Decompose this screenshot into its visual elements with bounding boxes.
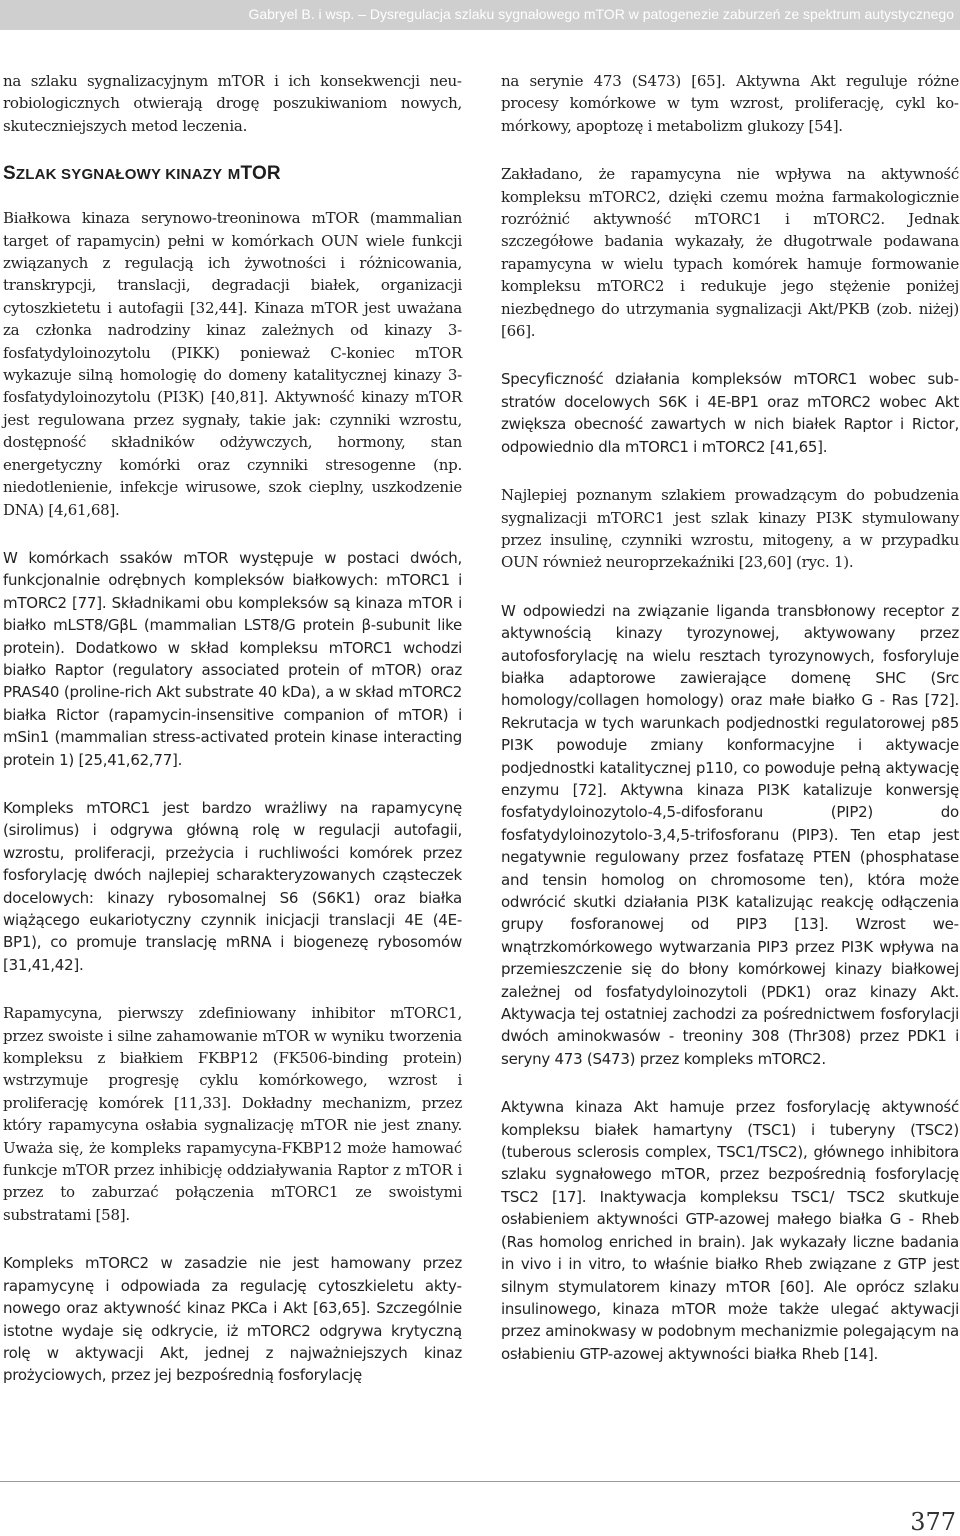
footer-rule — [0, 1481, 960, 1482]
paragraph-mtor-kinase: Białkowa kinaza serynowo-treoninowa mTOR (mammalian target of rapamycin) pełni w komórkach OUN wiele funkcji związanych z regulacją ich żywotności i różnicowania, transkrypcji, translacji, degradacji białek, organizacji cytoszkietetu i autofagii [32,44]. Kinaza mTOR jest uważana za członka nadrodziny kinaz zależnych od kinazy 3-fosfatydyloinozytolu (PIKK) ponieważ C-koniec mTOR wykazuje silną homologię do domeny katalitycznej kinazy 3-fosfatydyloinozytolu (PI3K) [40,81]. Aktywność kinazy mTOR jest regulowana przez sygnały, takie jak: czynniki wzrostu, dostępność składników odżywczych, hormony, stan energetyczny komórki oraz czynniki stresogenne (np. niedotlenienie, infekcje wirusowe, szok cieplny, uszkodzenie DNA) [4,61,68]. — [3, 209, 462, 519]
running-header — [0, 0, 960, 36]
left-column — [3, 70, 462, 1413]
paragraph-akt: na serynie 473 (S473) [65]. Aktywna Akt reguluje różne procesy komórkowe w tym wzrost, proliferację, cykl komórkowy, apoptozę i metabolizm glukozy [54]. — [501, 72, 959, 135]
paragraph-rapamycin-mtorc2: Zakładano, że rapamycyna nie wpływa na aktywność kompleksu mTORC2, dzięki czemu można farmakologicznie rozróżnić aktywność mTORC1 i mTORC2. Jednak szczegółowe badania wykazały, że długotrwale podawana rapamycyna w wielu typach komórek hamuje formowanie kompleksu mTORC2 i redukuje jego stężenie poniżej niezbędnego do utrzymania sygnalizacji Akt/PKB (zob. niżej) [66]. — [501, 165, 959, 341]
right-column — [501, 70, 959, 1391]
paragraph-mtor-complexes: W komórkach ssaków mTOR występuje w postaci dwóch, funkcjonalnie odrębnych kompleksów białkowych: mTORC1 i mTORC2 [77]. Składnikami obu kompleksów są kinaza mTOR i białko mLST8/GβL (mammalian LST8/G protein β-subunit like protein). Dodatkowo w skład kompleksu mTORC1 wchodzi białko Raptor (regulatory associated protein of mTOR) oraz PRAS40 (proline-rich Akt substrate 40 kDa), a w skład mTORC2 białka Rictor (rapamycin-insensitive companion of mTOR) i mSin1 (mammalian stress-activated protein kinase interacting protein 1) [25,41,62,77]. — [3, 548, 462, 769]
header-rule — [0, 30, 960, 31]
section-title-lak: ZLAK SYGNAŁOWY KINAZY — [15, 166, 223, 184]
section-title-tor: TOR — [240, 163, 281, 185]
running-title: Gabryel B. i wsp. – Dysregulacja szlaku sygnałowego mTOR w patogenezie zaburzeń ze spektrum autystycznego — [248, 6, 954, 22]
paragraph-mtorc1: Kompleks mTORC1 jest bardzo wrażliwy na rapamycynę (sirolimus) i odgrywa główną rolę w regulacji autofagii, wzrostu, proliferacji, przeżycia i ruchliwości komórek przez fosforylację dwóch najlepiej scharakteryzowanych cząsteczek docelowych: kinazy rybosomalnej S6 (S6K1) oraz białka wiążącego eukariotyczny czynnik inicjacji translacji 4E (4E-BP1), co promuje translację mRNA i biogenezę rybosomów [31,41,42]. — [3, 798, 462, 974]
paragraph-mtorc2: Kompleks mTORC2 w zasadzie nie jest hamowany przez rapamycynę i odpowiada za regulację cytoszkieletu aktynowego oraz aktywność kinaz PKCa i Akt [63,65]. Szczególnie istotne wydaje się odkrycie, iż mTORC2 odgrywa krytyczną rolę w aktywacji Akt, jednej z najważniejszych kinaz prożyciowych, przez jej bezpośrednią fosforylację — [3, 1254, 462, 1385]
paragraph-pi3k-pathway: Najlepiej poznanym szlakiem prowadzącym do pobudzenia sygnalizacji mTORC1 jest szlak kinazy PI3K stymulowany przez insulinę, czynniki wzrostu, mitogeny, a w przypadku OUN również neuroprzekaźniki [23,60] (ryc. 1). — [501, 486, 959, 572]
section-title — [3, 163, 462, 185]
paragraph-specificity: Specyficzność działania kompleksów mTORC1 wobec substratów docelowych S6K i 4E-BP1 oraz mTORC2 wobec Akt zwiększa obecność zawartych w nich białek Raptor i Rictor, odpowiednio dla mTORC1 i mTORC2 [41,65]. — [501, 370, 959, 456]
paragraph-receptor-signaling: W odpowiedzi na związanie liganda transbłonowy receptor z aktywnością kinazy tyrozynowej, aktywowany przez autofosforylację na wielu resztach tyrozynowych, fosforyluje białka adaptorowe zawierające domenę SHC (Src homology/collagen homology) oraz małe białko G - Ras [72]. Rekrutacja w tych warunkach podjednostki regulatorowej p85 PI3K powoduje zmiany konformacyjne i aktywacje podjednostki katalitycznej p110, co powoduje pełną aktywację enzymu [72]. Aktywna kinaza PI3K katalizuje konwersję fosfatydyloinozytolo-4,5-difosforanu (PIP2) do fosfatydyloinozytolo-3,4,5-trifosforanu (PIP3). Ten etap jest negatywnie regulowany przez fosfatazę PTEN (phosphatase and tensin homolog on chromosome ten), która może odwrócić skutki działania PI3K katalizując reakcję odłączenia grupy fosforanowej od PIP3 [13]. Wzrost wewnątrzkomórkowego wytwarzania PIP3 przez PI3K wpływa na przemieszczenie się do błony komórkowej kinazy białkowej zależnej od fosfatydyloinozytoli (PDK1) oraz kinazy Akt. Aktywacja tej ostatniej zachodzi za pośrednictwem fosforylacji dwóch aminokwasów - treoniny 308 (Thr308) przez PDK1 i seryny 473 (S473) przez kompleks mTORC2. — [501, 601, 959, 1068]
paragraph-intro-continued: na szlaku sygnalizacyjnym mTOR i ich konsekwencji neurobiologicznych otwierają drogę poszukiwaniom nowych, skuteczniejszych metod leczenia. — [3, 72, 462, 135]
section-title-s: S — [3, 163, 16, 185]
paragraph-rapamycin: Rapamycyna, pierwszy zdefiniowany inhibitor mTORC1, przez swoiste i silne zahamowanie mTOR w wyniku tworzenia kompleksu z białkiem FKBP12 (FK506-binding protein) wstrzymuje progresję cyklu komórkowego, wzrost i proliferację komórek [11,33]. Dokładny mechanizm, przez który rapamycyna osłabia sygnalizację mTOR nie jest znany. Uważa się, że kompleks rapamycyna-FKBP12 może hamować funkcje mTOR przez inhibicję oddziaływania Raptor z mTOR i przez to zaburzać połączenia mTORC1 ze swoistymi substratami [58]. — [3, 1004, 462, 1224]
section-title-m: M — [227, 166, 241, 184]
page-number: 377 — [910, 1508, 956, 1536]
paragraph-tsc-rheb: Aktywna kinaza Akt hamuje przez fosforylację aktywność kompleksu białek hamartyny (TSC1) i tuberyny (TSC2) (tuberous sclerosis complex, TSC1/TSC2), głównego inhibitora szlaku sygnałowego mTOR, przez bezpośrednią fosforylację TSC2 [17]. Inaktywacja kompleksu TSC1/ TSC2 skutkuje osłabieniem aktywności GTP-azowej małego białka G - Rheb (Ras homolog enriched in brain). Jak wykazały liczne badania in vivo i in vitro, to właśnie białko Rheb związane z GTP jest silnym stymulatorem kinazy mTOR [60]. Ale oprócz szlaku insulinowego, kinaza mTOR może także ulegać aktywacji przez aminokwasy w podobnym mechanizmie polegającym na osłabieniu GTP-azowej aktywności białka Rheb [14]. — [501, 1098, 959, 1363]
